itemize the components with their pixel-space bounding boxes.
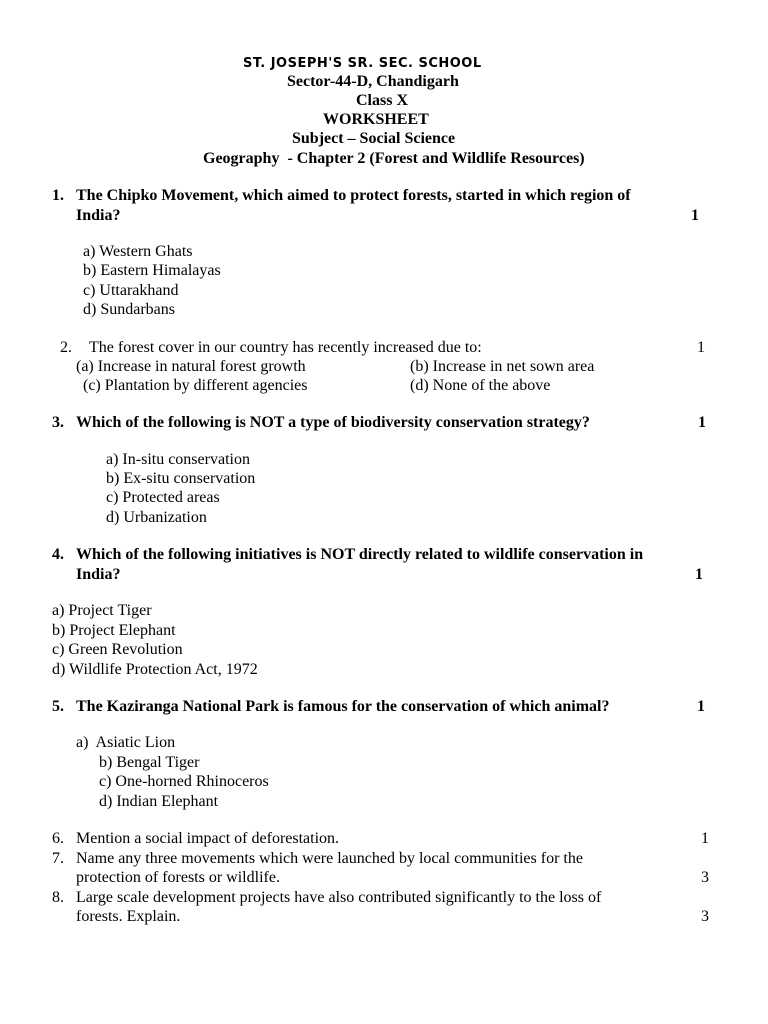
question-text: India?	[76, 566, 121, 583]
school-name: ST. JOSEPH'S SR. SEC. SCHOOL	[243, 56, 482, 71]
question-text: Which of the following is NOT a type of biodiversity conservation strategy?	[76, 414, 590, 431]
option: b) Eastern Himalayas	[83, 262, 221, 279]
question-number: 4.	[52, 546, 64, 563]
question-marks: 1	[691, 207, 699, 224]
doc-type: WORKSHEET	[323, 111, 429, 128]
question-marks: 3	[701, 908, 709, 925]
option: c) Protected areas	[106, 489, 220, 506]
question-number: 1.	[52, 187, 64, 204]
option: d) Sundarbans	[83, 301, 175, 318]
question-marks: 1	[697, 339, 705, 356]
question-marks: 1	[701, 830, 709, 847]
option: d) Indian Elephant	[99, 793, 219, 810]
question-number: 2.	[60, 339, 72, 356]
option: a) Asiatic Lion	[76, 734, 176, 751]
question-text: The forest cover in our country has recently increased due to:	[89, 339, 482, 356]
chapter-label: Geography - Chapter 2 (Forest and Wildlife Resources)	[203, 150, 585, 167]
question-number: 5.	[52, 698, 64, 715]
option: d) Wildlife Protection Act, 1972	[52, 661, 258, 678]
option: (c) Plantation by different agencies	[83, 377, 308, 394]
option: c) Green Revolution	[52, 641, 183, 658]
question-number: 6.	[52, 830, 64, 847]
option: a) Project Tiger	[52, 602, 152, 619]
question-text: forests. Explain.	[76, 908, 181, 925]
option: c) One-horned Rhinoceros	[99, 773, 269, 790]
question-text: Name any three movements which were launched by local communities for the	[76, 850, 583, 867]
question-text: Large scale development projects have also contributed significantly to the loss of	[76, 889, 602, 906]
question-text: India?	[76, 207, 121, 224]
question-number: 3.	[52, 414, 64, 431]
question-text: The Kaziranga National Park is famous for the conservation of which animal?	[76, 698, 610, 715]
option: (b) Increase in net sown area	[410, 358, 595, 375]
question-marks: 1	[695, 566, 703, 583]
option: a) In-situ conservation	[106, 451, 250, 468]
question-number: 7.	[52, 850, 64, 867]
option: d) Urbanization	[106, 509, 207, 526]
option: b) Bengal Tiger	[99, 754, 200, 771]
question-number: 8.	[52, 889, 64, 906]
class-label: Class X	[356, 92, 409, 109]
option: (d) None of the above	[410, 377, 551, 394]
subject-label: Subject – Social Science	[292, 130, 456, 147]
question-marks: 1	[698, 414, 706, 431]
question-text: protection of forests or wildlife.	[76, 869, 280, 886]
option: b) Ex-situ conservation	[106, 470, 256, 487]
question-marks: 3	[701, 869, 709, 886]
question-marks: 1	[697, 698, 705, 715]
question-text: Mention a social impact of deforestation.	[76, 830, 340, 847]
school-address: Sector-44-D, Chandigarh	[287, 73, 459, 90]
option: c) Uttarakhand	[83, 282, 179, 299]
option: (a) Increase in natural forest growth	[76, 358, 306, 375]
option: a) Western Ghats	[83, 243, 193, 260]
question-text: The Chipko Movement, which aimed to protect forests, started in which region of	[76, 187, 631, 204]
option: b) Project Elephant	[52, 622, 176, 639]
question-text: Which of the following initiatives is NOT directly related to wildlife conservation in	[76, 546, 644, 563]
